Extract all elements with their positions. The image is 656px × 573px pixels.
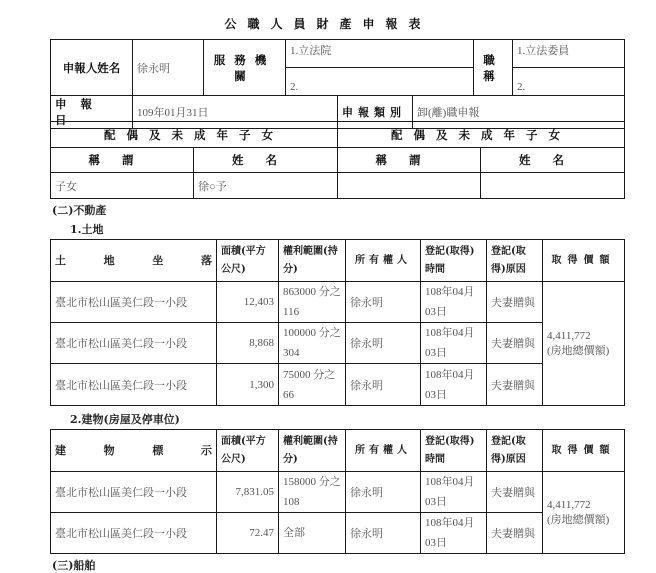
land-row — [51, 282, 625, 323]
building-owner: 徐永明 — [346, 513, 421, 554]
land-table — [50, 239, 625, 406]
building-header-location: 建物標示 — [51, 430, 217, 472]
land-area: 12,403 — [217, 282, 279, 323]
building-location: 臺北市松山區美仁段一小段 — [51, 472, 217, 513]
land-price: 4,411,772 — [547, 329, 591, 342]
building-table — [50, 429, 625, 554]
building-area: 7,831.05 — [217, 472, 279, 513]
family-row — [51, 173, 625, 199]
land-reason: 夫妻贈與 — [487, 364, 543, 406]
land-share: 75000 分之66 — [279, 364, 346, 406]
agency-label: 服務機關 — [204, 40, 286, 96]
basic-info-table — [50, 39, 625, 129]
land-date: 108年04月03日 — [421, 282, 487, 323]
land-location: 臺北市松山區美仁段一小段 — [51, 323, 217, 364]
family-name-2 — [481, 173, 625, 199]
name-header-left: 姓名 — [194, 148, 338, 173]
land-header-location: 土地坐落 — [51, 240, 217, 282]
land-date: 108年04月03日 — [421, 323, 487, 364]
land-header-owner: 所有權人 — [346, 240, 421, 282]
land-owner: 徐永明 — [346, 323, 421, 364]
relation-header-right: 稱謂 — [338, 148, 481, 173]
building-header-reason: 登記(取得)原因 — [487, 430, 543, 472]
building-row — [51, 513, 625, 554]
building-price-cell — [543, 472, 625, 554]
family-table — [50, 121, 625, 199]
land-share: 100000 分之304 — [279, 323, 346, 364]
building-header-price: 取得價額 — [543, 430, 625, 472]
land-row — [51, 323, 625, 364]
land-subtitle: 1.土地 — [70, 223, 104, 236]
building-share: 全部 — [279, 513, 346, 554]
family-header-left: 配偶及未成年子女 — [51, 122, 338, 148]
land-header-date: 登記(取得)時間 — [421, 240, 487, 282]
building-header-share: 權利範圍(持分) — [279, 430, 346, 472]
building-area: 72.47 — [217, 513, 279, 554]
building-date: 108年04月03日 — [421, 472, 487, 513]
agency-value-1: 1.立法院 — [286, 40, 474, 68]
land-reason: 夫妻贈與 — [487, 323, 543, 364]
building-price-note: (房地總價額) — [547, 513, 610, 526]
relation-header-left: 稱謂 — [51, 148, 194, 173]
report-type-value: 卸(離)職申報 — [413, 96, 625, 129]
building-location: 臺北市松山區美仁段一小段 — [51, 513, 217, 554]
name-header-right: 姓名 — [481, 148, 625, 173]
building-header-date: 登記(取得)時間 — [421, 430, 487, 472]
building-share: 158000 分之108 — [279, 472, 346, 513]
position-label: 職稱 — [474, 40, 513, 96]
building-subtitle: 2.建物(房屋及停車位) — [70, 413, 180, 426]
land-owner: 徐永明 — [346, 282, 421, 323]
building-header-area: 面積(平方公尺) — [217, 430, 279, 472]
land-header-reason: 登記(取得)原因 — [487, 240, 543, 282]
report-date-value: 109年01月31日 — [133, 96, 338, 129]
land-area: 8,868 — [217, 323, 279, 364]
real-estate-section-title: (二)不動產 — [52, 204, 107, 217]
building-price: 4,411,772 — [547, 498, 591, 511]
land-owner: 徐永明 — [346, 364, 421, 406]
land-location: 臺北市松山區美仁段一小段 — [51, 364, 217, 406]
land-price-note: (房地總價額) — [547, 344, 610, 357]
document-title: 公職人員財產申報表 — [224, 17, 432, 31]
land-header-share: 權利範圍(持分) — [279, 240, 346, 282]
land-area: 1,300 — [217, 364, 279, 406]
building-header-owner: 所有權人 — [346, 430, 421, 472]
family-name: 徐○予 — [194, 173, 338, 199]
family-header-right: 配偶及未成年子女 — [338, 122, 625, 148]
land-price-cell — [543, 282, 625, 406]
applicant-name-value: 徐永明 — [133, 40, 204, 96]
agency-value-2: 2. — [286, 68, 474, 96]
land-reason: 夫妻贈與 — [487, 282, 543, 323]
building-row — [51, 472, 625, 513]
family-relation: 子女 — [51, 173, 194, 199]
land-header-price: 取得價額 — [543, 240, 625, 282]
building-date: 108年04月03日 — [421, 513, 487, 554]
report-date-label: 申報日 — [51, 96, 133, 129]
land-share: 863000 分之116 — [279, 282, 346, 323]
vessels-section-title: (三)船舶 — [52, 559, 96, 572]
land-location: 臺北市松山區美仁段一小段 — [51, 282, 217, 323]
position-value-2: 2. — [513, 68, 625, 96]
building-reason: 夫妻贈與 — [487, 513, 543, 554]
land-row — [51, 364, 625, 406]
position-value-1: 1.立法委員 — [513, 40, 625, 68]
family-relation-2 — [338, 173, 481, 199]
building-owner: 徐永明 — [346, 472, 421, 513]
report-type-label: 申報類別 — [338, 96, 413, 129]
land-header-area: 面積(平方公尺) — [217, 240, 279, 282]
building-reason: 夫妻贈與 — [487, 472, 543, 513]
land-date: 108年04月03日 — [421, 364, 487, 406]
applicant-name-label: 申報人姓名 — [51, 40, 133, 96]
